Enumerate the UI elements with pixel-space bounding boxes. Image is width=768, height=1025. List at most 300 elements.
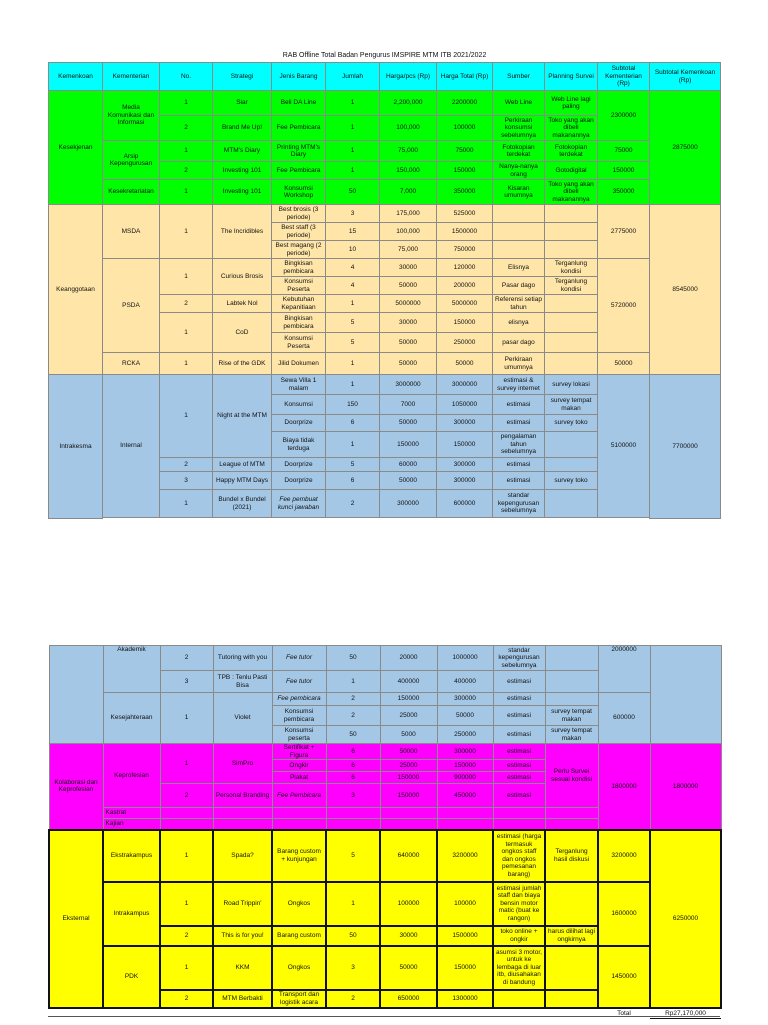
kementerian-cell: Ekstrakampus (103, 830, 160, 882)
header-cell: Subtotal Kemenkoan (Rp) (650, 63, 721, 91)
jenis-cell: Konsumsi (272, 395, 326, 415)
harga-cell: 100,000 (380, 223, 437, 241)
sumber-cell: elisnya (493, 313, 545, 333)
kemenkoan-cell (49, 646, 103, 744)
no-cell: 1 (160, 744, 213, 784)
sumber-cell: estimasi (493, 458, 545, 472)
planning-cell: Fotokopian terdekat (545, 141, 598, 162)
kementerian-cell: PDK (103, 946, 160, 1008)
no-cell: 3 (160, 671, 213, 693)
jenis-cell: Best brosis (3 periode) (272, 205, 326, 223)
sumber-cell: Referensi setiap tahun (493, 295, 545, 313)
subtotal-kementerian-cell: 2300000 (598, 91, 650, 141)
jenis-cell: Transport dan logistik acara (272, 990, 326, 1008)
planning-cell (545, 990, 598, 1008)
total-cell: 2200000 (437, 91, 493, 116)
sumber-cell: Pasar dago (493, 277, 545, 295)
no-cell: 1 (160, 830, 213, 882)
header-cell: Kemenkoan (49, 63, 103, 91)
jenis-cell: Doorprize (272, 415, 326, 432)
jumlah-cell: 2 (326, 693, 380, 706)
subtotal-kementerian-cell: 150000 (598, 162, 650, 180)
planning-cell (545, 946, 598, 990)
harga-cell: 50000 (380, 415, 437, 432)
sumber-cell: asumsi 3 motor, untuk ke lembaga di luar itb, diusahakan di bandung (493, 946, 545, 990)
jenis-cell: Bingkisan pembicara (272, 313, 326, 333)
planning-cell (545, 671, 598, 693)
no-cell: 1 (160, 375, 213, 458)
strategi-cell: League of MTM (213, 458, 272, 472)
jumlah-cell: 4 (326, 277, 380, 295)
no-cell: 2 (160, 646, 213, 671)
total-cell: 300000 (437, 415, 493, 432)
harga-cell: 150000 (380, 772, 437, 784)
jenis-cell: Fee tutor (272, 646, 326, 671)
kementerian-cell: Akademik (103, 646, 160, 693)
sumber-cell: Web Line (493, 91, 545, 116)
harga-cell: 300000 (380, 490, 437, 518)
sheet-page-2 (48, 645, 720, 1019)
planning-cell (545, 313, 598, 333)
no-cell: 1 (160, 882, 213, 926)
jumlah-cell: 10 (326, 241, 380, 259)
harga-cell: 7,000 (380, 180, 437, 205)
header-row (49, 63, 721, 91)
total-cell: 5000000 (437, 295, 493, 313)
total-cell: 525000 (437, 205, 493, 223)
no-cell: 3 (160, 472, 213, 490)
table-row (49, 646, 721, 671)
harga-cell: 50000 (380, 744, 437, 760)
jumlah-cell: 6 (326, 760, 380, 772)
jumlah-cell: 50 (326, 926, 380, 946)
subtotal-kementerian-cell: 1800000 (598, 744, 650, 830)
sumber-cell: estimasi jumlah staff dan biaya bensin motor matic (buat ke rangon) (493, 882, 545, 926)
jenis-cell: Konsumsi Peserta (272, 333, 326, 353)
planning-cell: Gotodigital (545, 162, 598, 180)
jumlah-cell: 4 (326, 259, 380, 277)
jenis-cell: Printing MTM's Diary (272, 141, 326, 162)
table-row (49, 259, 721, 277)
jumlah-cell: 1 (326, 671, 380, 693)
jenis-cell: Doorprize (272, 458, 326, 472)
sumber-cell: estimasi (493, 726, 545, 744)
sumber-cell: pasar dago (493, 333, 545, 353)
total-cell: 250000 (437, 726, 493, 744)
strategi-cell: Investing 101 (213, 162, 272, 180)
sumber-cell: estimasi (493, 472, 545, 490)
total-cell: 1300000 (437, 990, 493, 1008)
harga-cell: 75,000 (380, 241, 437, 259)
sumber-cell: estimasi (493, 744, 545, 760)
sumber-cell: standar kepengurusan sebelumnya (493, 646, 545, 671)
strategi-cell: Road Trippin' (213, 882, 272, 926)
harga-cell: 50000 (380, 946, 437, 990)
planning-cell: Terganlung kondisi (545, 259, 598, 277)
kementerian-cell: Media Komunikasi dan Informasi (103, 91, 160, 141)
no-cell: 1 (160, 946, 213, 990)
sumber-cell: estimasi (493, 760, 545, 772)
jenis-cell: Barang custom + kunjungan (272, 830, 326, 882)
header-cell: Jumlah (326, 63, 380, 91)
total-cell: 120000 (437, 259, 493, 277)
sumber-cell: estimasi (493, 706, 545, 726)
jumlah-cell: 6 (326, 772, 380, 784)
jenis-cell: Bingkisan pembicara (272, 259, 326, 277)
total-value: Rp27,170,000 (650, 1008, 721, 1019)
total-cell: 450000 (437, 784, 493, 808)
jumlah-cell: 2 (326, 490, 380, 518)
kementerian-cell: Kesekretariatan (103, 180, 160, 205)
planning-cell: Perlu Survei sesuai kondisi (545, 744, 598, 808)
header-cell: Jenis Barang (272, 63, 326, 91)
header-cell: Kementerian (103, 63, 160, 91)
jenis-cell: Konsumsi peserta (272, 726, 326, 744)
jumlah-cell: 50 (326, 180, 380, 205)
total-cell: 150000 (437, 946, 493, 990)
total-cell: 300000 (437, 693, 493, 706)
jenis-cell: Konsumsi Workshop (272, 180, 326, 205)
table-row (49, 141, 721, 162)
jenis-cell: Doorprize (272, 472, 326, 490)
harga-cell: 30000 (380, 926, 437, 946)
harga-cell: 150000 (380, 784, 437, 808)
jenis-cell: Konsumsi Peserta (272, 277, 326, 295)
harga-cell: 25000 (380, 706, 437, 726)
harga-cell: 75,000 (380, 141, 437, 162)
sumber-cell: estimasi (493, 415, 545, 432)
sumber-cell: estimasi (493, 671, 545, 693)
jenis-cell: Best magang (2 periode) (272, 241, 326, 259)
table-title: RAB Offline Total Badan Pengurus IMSPIRE MTM ITB 2021/2022 (49, 50, 721, 63)
strategi-cell: Siar (213, 91, 272, 116)
rab-table-1 (48, 50, 721, 519)
no-cell: 2 (160, 784, 213, 808)
harga-cell: 150,000 (380, 162, 437, 180)
no-cell: 1 (160, 259, 213, 295)
jumlah-cell: 6 (326, 744, 380, 760)
table-row (49, 744, 721, 760)
jumlah-cell: 1 (326, 295, 380, 313)
table-row (49, 946, 721, 990)
jumlah-cell: 50 (326, 726, 380, 744)
planning-cell (545, 353, 598, 375)
harga-cell: 400000 (380, 671, 437, 693)
total-cell: 400000 (437, 671, 493, 693)
total-cell: 3000000 (437, 375, 493, 395)
subtotal-kemenkoan-cell: 2875000 (650, 91, 721, 205)
subtotal-kementerian-cell: 5100000 (598, 375, 650, 518)
subtotal-kementerian-cell: 1600000 (598, 882, 650, 946)
no-cell: 2 (160, 926, 213, 946)
jenis-cell: Fee Pembicara (272, 116, 326, 141)
harga-cell: 60000 (380, 458, 437, 472)
table-row (49, 353, 721, 375)
planning-cell (545, 432, 598, 458)
table-row (49, 882, 721, 926)
sumber-cell: estimasi (493, 395, 545, 415)
strategi-cell: Night at the MTM (213, 375, 272, 458)
planning-cell (545, 223, 598, 241)
jenis-cell: Fee tutor (272, 671, 326, 693)
jenis-cell: Ongkir (272, 760, 326, 772)
jumlah-cell: 1 (326, 353, 380, 375)
harga-cell: 30000 (380, 313, 437, 333)
subtotal-kemenkoan-cell: 1800000 (650, 744, 721, 830)
jenis-cell: Fee Pembicara (272, 784, 326, 808)
kementerian-cell: PSDA (103, 259, 160, 353)
jenis-cell: Konsumsi pembicara (272, 706, 326, 726)
jumlah-cell: 50 (326, 646, 380, 671)
no-cell: 1 (160, 693, 213, 744)
no-cell: 1 (160, 180, 213, 205)
subtotal-kementerian-cell: 2000000 (598, 646, 650, 693)
total-cell: 150000 (437, 313, 493, 333)
total-cell: 200000 (437, 277, 493, 295)
subtotal-kemenkoan-cell: 7700000 (650, 375, 721, 519)
jumlah-cell: 1 (326, 116, 380, 141)
planning-cell (545, 882, 598, 926)
total-cell: 150000 (437, 162, 493, 180)
harga-cell: 25000 (380, 760, 437, 772)
total-cell: 100000 (437, 116, 493, 141)
kemenkoan-cell: Keanggotaan (49, 205, 103, 375)
sumber-cell: estimasi & survey internet (493, 375, 545, 395)
kemenkoan-cell: Kolaborasi dan Keprofesian (49, 744, 103, 830)
jumlah-cell: 2 (326, 990, 380, 1008)
jenis-cell: Biaya tidak terduga (272, 432, 326, 458)
strategi-cell: Labtek Nol (213, 295, 272, 313)
planning-cell (545, 205, 598, 223)
strategi-cell: Personal Branding (213, 784, 272, 808)
planning-cell (545, 458, 598, 472)
jenis-cell: Kebutuhan Kepanitiaan (272, 295, 326, 313)
kementerian-cell: Keprofesian (103, 744, 160, 808)
harga-cell: 50000 (380, 472, 437, 490)
total-cell: 900000 (437, 772, 493, 784)
strategi-cell: The Incridibles (213, 205, 272, 259)
table-row (49, 375, 721, 395)
sumber-cell: pengalaman tahun sebelumnya (493, 432, 545, 458)
strategi-cell: Rise of the GDK (213, 353, 272, 375)
jenis-cell: Beli DA Line (272, 91, 326, 116)
jumlah-cell: 2 (326, 706, 380, 726)
kementerian-cell: Kajian (103, 819, 160, 830)
subtotal-kementerian-cell: 3200000 (598, 830, 650, 882)
planning-cell: survey tempat makan (545, 726, 598, 744)
harga-cell: 650000 (380, 990, 437, 1008)
table-row (49, 205, 721, 223)
jumlah-cell: 150 (326, 395, 380, 415)
harga-cell: 640000 (380, 830, 437, 882)
harga-cell: 3000000 (380, 375, 437, 395)
jenis-cell: Ongkos (272, 946, 326, 990)
planning-cell (545, 241, 598, 259)
planning-cell: survey tempat makan (545, 706, 598, 726)
total-cell: 1000000 (437, 646, 493, 671)
jenis-cell: Sewa Villa 1 malam (272, 375, 326, 395)
subtotal-kementerian-cell: 350000 (598, 180, 650, 205)
sumber-cell: toko online + ongkir (493, 926, 545, 946)
total-cell: 600000 (437, 490, 493, 518)
no-cell: 2 (160, 295, 213, 313)
harga-cell: 150000 (380, 693, 437, 706)
planning-cell: survey tempat makan (545, 395, 598, 415)
harga-cell: 100000 (380, 882, 437, 926)
sumber-cell (493, 241, 545, 259)
jumlah-cell: 15 (326, 223, 380, 241)
harga-cell: 5000 (380, 726, 437, 744)
subtotal-kementerian-cell: 2775000 (598, 205, 650, 259)
sumber-cell: Perkiraan konsumsi sebelumnya (493, 116, 545, 141)
subtotal-kementerian-cell: 1450000 (598, 946, 650, 1008)
harga-cell: 5000000 (380, 295, 437, 313)
planning-cell: survey toko (545, 415, 598, 432)
subtotal-kementerian-cell: 5720000 (598, 259, 650, 353)
harga-cell: 20000 (380, 646, 437, 671)
total-cell: 50000 (437, 706, 493, 726)
planning-cell: Web Line lagi paling (545, 91, 598, 116)
table-row (49, 91, 721, 116)
no-cell: 1 (160, 91, 213, 116)
planning-cell: survey toko (545, 472, 598, 490)
jenis-cell: Fee pembuat kunci jawaban (272, 490, 326, 518)
no-cell: 2 (160, 162, 213, 180)
sumber-cell (493, 990, 545, 1008)
jenis-cell: Barang custom (272, 926, 326, 946)
no-cell: 1 (160, 353, 213, 375)
table-row (49, 180, 721, 205)
sheet-page-1 (48, 50, 720, 519)
strategi-cell: Curious Brosis (213, 259, 272, 295)
jenis-cell: Best staff (3 periode) (272, 223, 326, 241)
harga-cell: 7000 (380, 395, 437, 415)
no-cell: 2 (160, 116, 213, 141)
kementerian-cell: RCKA (103, 353, 160, 375)
subtotal-kemenkoan-cell: 8545000 (650, 205, 721, 375)
planning-cell: Toko yang akan dibeli makanannya (545, 180, 598, 205)
jenis-cell: Jilid Dokumen (272, 353, 326, 375)
planning-cell (545, 646, 598, 671)
strategi-cell: Bundel x Bundel (2021) (213, 490, 272, 518)
total-cell: 150000 (437, 760, 493, 772)
strategi-cell: Spada? (213, 830, 272, 882)
subtotal-kementerian-cell: 75000 (598, 141, 650, 162)
strategi-cell: Brand Me Up! (213, 116, 272, 141)
sumber-cell: Fotokopian terdekat (493, 141, 545, 162)
sumber-cell: estimasi (493, 693, 545, 706)
total-cell: 750000 (437, 241, 493, 259)
jumlah-cell: 5 (326, 830, 380, 882)
total-cell: 250000 (437, 333, 493, 353)
header-cell: Subtotal Kementerian (Rp) (598, 63, 650, 91)
total-cell: 300000 (437, 744, 493, 760)
strategi-cell: Tutoring with you (213, 646, 272, 671)
no-cell: 1 (160, 141, 213, 162)
sumber-cell: Nanya-nanya orang (493, 162, 545, 180)
header-cell: Harga Total (Rp) (437, 63, 493, 91)
jumlah-cell: 1 (326, 162, 380, 180)
harga-cell: 50000 (380, 333, 437, 353)
sumber-cell: estimasi (493, 772, 545, 784)
total-cell: 1500000 (437, 926, 493, 946)
total-cell: 75000 (437, 141, 493, 162)
total-cell: 1500000 (437, 223, 493, 241)
total-cell: 3200000 (437, 830, 493, 882)
kementerian-cell: MSDA (103, 205, 160, 259)
jumlah-cell: 1 (326, 141, 380, 162)
sumber-cell (493, 205, 545, 223)
strategi-cell: Happy MTM Days (213, 472, 272, 490)
planning-cell: Terganlung kondisi (545, 277, 598, 295)
strategi-cell: Investing 101 (213, 180, 272, 205)
sumber-cell: standar kepengurusan sebelumnya (493, 490, 545, 518)
header-cell: Harga/pcs (Rp) (380, 63, 437, 91)
total-label: Total (598, 1008, 650, 1019)
jenis-cell: Ongkos (272, 882, 326, 926)
jenis-cell: Sertifikat + Figura (272, 744, 326, 760)
jumlah-cell: 6 (326, 472, 380, 490)
planning-cell (545, 693, 598, 706)
planning-cell: Toko yang akan dibeli makanannya (545, 116, 598, 141)
harga-cell: 100,000 (380, 116, 437, 141)
total-cell: 50000 (437, 353, 493, 375)
strategi-cell: KKM (213, 946, 272, 990)
no-cell: 2 (160, 458, 213, 472)
header-cell: Sumber (493, 63, 545, 91)
kemenkoan-cell: Kesekjenan (49, 91, 103, 205)
table-row (49, 693, 721, 706)
jenis-cell: Fee pembicara (272, 693, 326, 706)
harga-cell: 150000 (380, 432, 437, 458)
jumlah-cell: 1 (326, 375, 380, 395)
header-cell: No. (160, 63, 213, 91)
sumber-cell: estimasi (harga termasuk ongkos staff dan ongkos pemesanan barang) (493, 830, 545, 882)
sumber-cell (493, 223, 545, 241)
header-cell: Planning Survei (545, 63, 598, 91)
planning-cell: survey lokasi (545, 375, 598, 395)
sumber-cell: Kisaran umumnya (493, 180, 545, 205)
total-cell: 300000 (437, 458, 493, 472)
subtotal-kemenkoan-cell (650, 646, 721, 744)
rab-table-2 (48, 645, 722, 1019)
table-row (49, 830, 721, 882)
harga-cell: 50000 (380, 277, 437, 295)
strategi-cell: MTM's Diary (213, 141, 272, 162)
sumber-cell: Perkiraan umumnya (493, 353, 545, 375)
kemenkoan-cell: Intrakesma (49, 375, 103, 519)
no-cell: 2 (160, 990, 213, 1008)
subtotal-kemenkoan-cell: 6250000 (650, 830, 721, 1008)
planning-cell: Terganlung hasil diskusi (545, 830, 598, 882)
jumlah-cell: 6 (326, 415, 380, 432)
kementerian-cell: Kastrat (103, 808, 160, 819)
jumlah-cell: 1 (326, 432, 380, 458)
total-cell: 100000 (437, 882, 493, 926)
planning-cell (545, 333, 598, 353)
jumlah-cell: 1 (326, 91, 380, 116)
no-cell: 1 (160, 490, 213, 518)
strategi-cell: Violet (213, 693, 272, 744)
strategi-cell: MTM Berbakti (213, 990, 272, 1008)
total-cell: 1050000 (437, 395, 493, 415)
kementerian-cell: Intrakampus (103, 882, 160, 946)
harga-cell: 175,000 (380, 205, 437, 223)
subtotal-kementerian-cell: 600000 (598, 693, 650, 744)
jenis-cell: Plakat (272, 772, 326, 784)
strategi-cell: This is for you! (213, 926, 272, 946)
total-cell: 150000 (437, 432, 493, 458)
